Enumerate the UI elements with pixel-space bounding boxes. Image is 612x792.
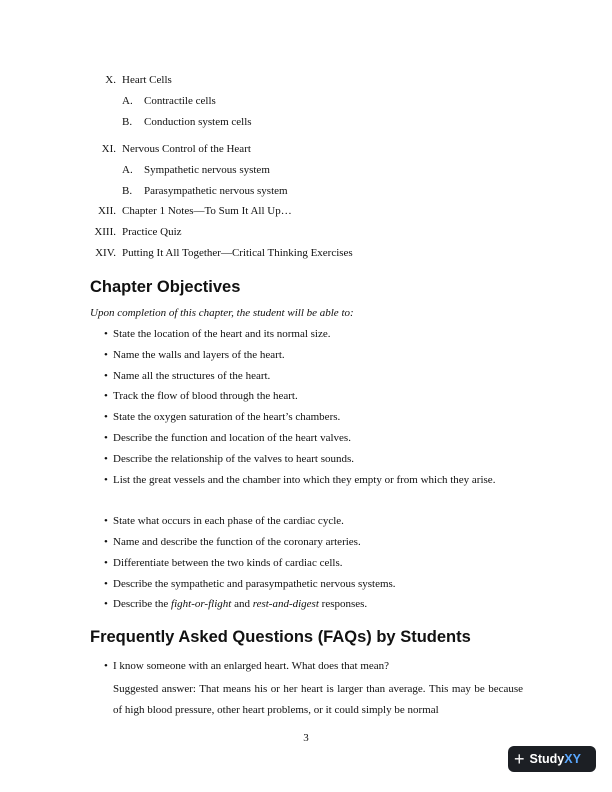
list-item: State the oxygen saturation of the heart’s chambers.	[113, 411, 341, 423]
outline-sub-text: Parasympathetic nervous system	[144, 185, 288, 197]
list-item: List the great vessels and the chamber into which they empty or from which they arise.	[113, 474, 496, 486]
bullet-icon: •	[104, 411, 108, 423]
logo-text-xy: XY	[564, 752, 581, 766]
bullet-icon: •	[104, 515, 108, 527]
bullet-icon: •	[104, 598, 108, 610]
list-item: State the location of the heart and its normal size.	[113, 328, 331, 340]
section-heading: Chapter Objectives	[90, 278, 241, 296]
list-item: Name all the structures of the heart.	[113, 370, 271, 382]
list-item: Track the flow of blood through the heart.	[113, 390, 298, 402]
bullet-icon: •	[104, 557, 108, 569]
list-item: State what occurs in each phase of the cardiac cycle.	[113, 515, 344, 527]
outline-sub-letter: A.	[122, 95, 133, 107]
outline-item: Chapter 1 Notes—To Sum It All Up…	[122, 205, 292, 217]
list-item: Name and describe the function of the coronary arteries.	[113, 536, 361, 548]
bullet-icon: •	[104, 660, 108, 672]
outline-item: Putting It All Together—Critical Thinking Exercises	[122, 247, 353, 259]
bullet-icon: •	[104, 370, 108, 382]
outline-sub-text: Contractile cells	[144, 95, 216, 107]
outline-number: X.	[105, 74, 116, 86]
outline-sub-text: Conduction system cells	[144, 116, 252, 128]
bullet-icon: •	[104, 328, 108, 340]
outline-sub-letter: B.	[122, 185, 133, 197]
bullet-icon: •	[104, 432, 108, 444]
list-item: Differentiate between the two kinds of cardiac cells.	[113, 557, 343, 569]
outline-number: XI.	[101, 143, 116, 155]
bullet-icon: •	[104, 578, 108, 590]
outline-number: XIII.	[94, 226, 116, 238]
logo-text-study: Study	[529, 752, 565, 766]
faq-answer: Suggested answer: That means his or her heart is larger than average. This may be because of high blood pressure, other heart problems, or it could simply be normal	[113, 683, 523, 716]
list-item: Describe the fight-or-flight and rest-and-digest responses.	[113, 598, 368, 610]
outline-number: XII.	[97, 205, 116, 217]
bullet-icon: •	[104, 474, 108, 486]
studyxy-logo[interactable]	[508, 746, 596, 772]
bullet-icon: •	[104, 349, 108, 361]
objectives-intro: Upon completion of this chapter, the student will be able to:	[90, 307, 354, 319]
outline-number: XIV.	[95, 247, 116, 259]
outline-title: Heart Cells	[122, 74, 172, 86]
plus-icon: +	[514, 749, 525, 769]
list-item: Name the walls and layers of the heart.	[113, 349, 285, 361]
page-number: 3	[303, 732, 309, 744]
outline-sub-letter: B.	[122, 116, 133, 128]
outline-sub-letter: A.	[122, 164, 133, 176]
bullet-icon: •	[104, 390, 108, 402]
outline-title: Nervous Control of the Heart	[122, 143, 251, 155]
list-item: Describe the sympathetic and parasympathetic nervous systems.	[113, 578, 396, 590]
bullet-icon: •	[104, 536, 108, 548]
section-heading: Frequently Asked Questions (FAQs) by Students	[90, 628, 471, 646]
outline-sub-text: Sympathetic nervous system	[144, 164, 270, 176]
faq-question: I know someone with an enlarged heart. What does that mean?	[113, 660, 390, 672]
outline-item: Practice Quiz	[122, 226, 182, 238]
list-item: Describe the function and location of the heart valves.	[113, 432, 351, 444]
list-item: Describe the relationship of the valves to heart sounds.	[113, 453, 355, 465]
bullet-icon: •	[104, 453, 108, 465]
